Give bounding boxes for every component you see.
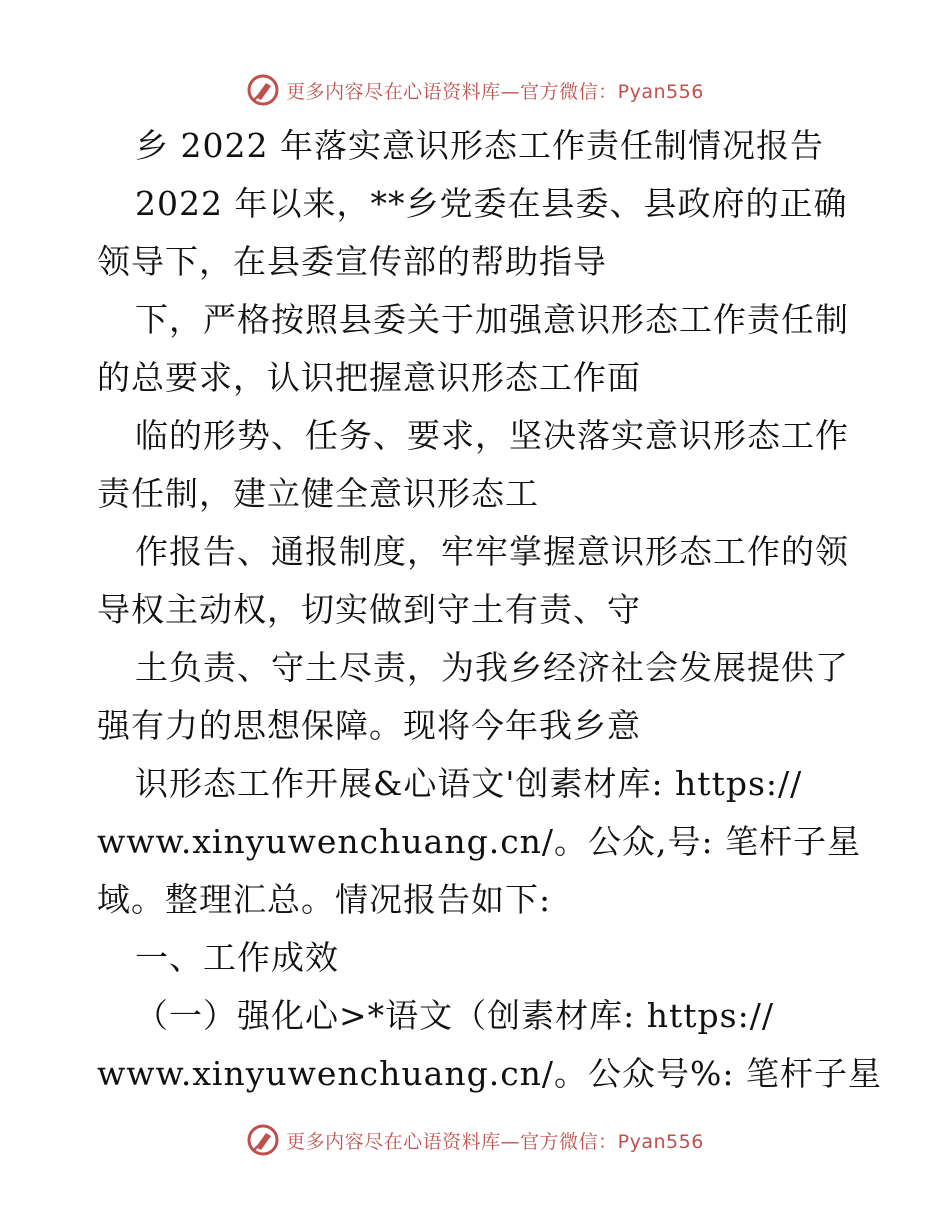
text-line: 导权主动权，切实做到守土有责、守 [97,590,641,629]
text-line: 识形态工作开展&心语文'创素材库: https:// [135,764,803,803]
text-line: 下，严格按照县委关于加强意识形态工作责任制 [135,300,849,339]
text-line: 的总要求，认识把握意识形态工作面 [97,358,641,397]
footer-banner-text: 更多内容尽在心语资料库—官方微信：Pyan556 [286,1130,704,1153]
text-line: 作报告、通报制度，牢牢掌握意识形态工作的领 [135,532,849,571]
text-line: 临的形势、任务、要求，坚决落实意识形态工作 [135,416,849,455]
footer-banner [0,1120,950,1160]
section-heading: 一、工作成效 [135,938,339,977]
text-line: www.xinyuwenchuang.cn/。公众,号: 笔杆子星 [97,822,862,861]
subsection-heading: （一）强化心>*语文（创素材库: https:// [135,996,774,1035]
header-banner-text: 更多内容尽在心语资料库—官方微信：Pyan556 [286,80,704,103]
text-line: 域。整理汇总。情况报告如下: [97,880,552,919]
text-line: 土负责、守土尽责，为我乡经济社会发展提供了 [135,648,849,687]
pen-nib-logo-icon [246,73,280,107]
text-line: www.xinyuwenchuang.cn/。公众号%: 笔杆子星 [97,1054,883,1093]
document-title: 乡 2022 年落实意识形态工作责任制情况报告 [135,126,824,165]
text-line: 领导下，在县委宣传部的帮助指导 [97,242,607,281]
text-line: 2022 年以来，**乡党委在县委、县政府的正确 [135,184,848,223]
text-line: 强有力的思想保障。现将今年我乡意 [97,706,641,745]
pen-nib-logo-icon [246,1123,280,1157]
text-line: 责任制，建立健全意识形态工 [97,474,539,513]
header-banner [0,70,950,110]
